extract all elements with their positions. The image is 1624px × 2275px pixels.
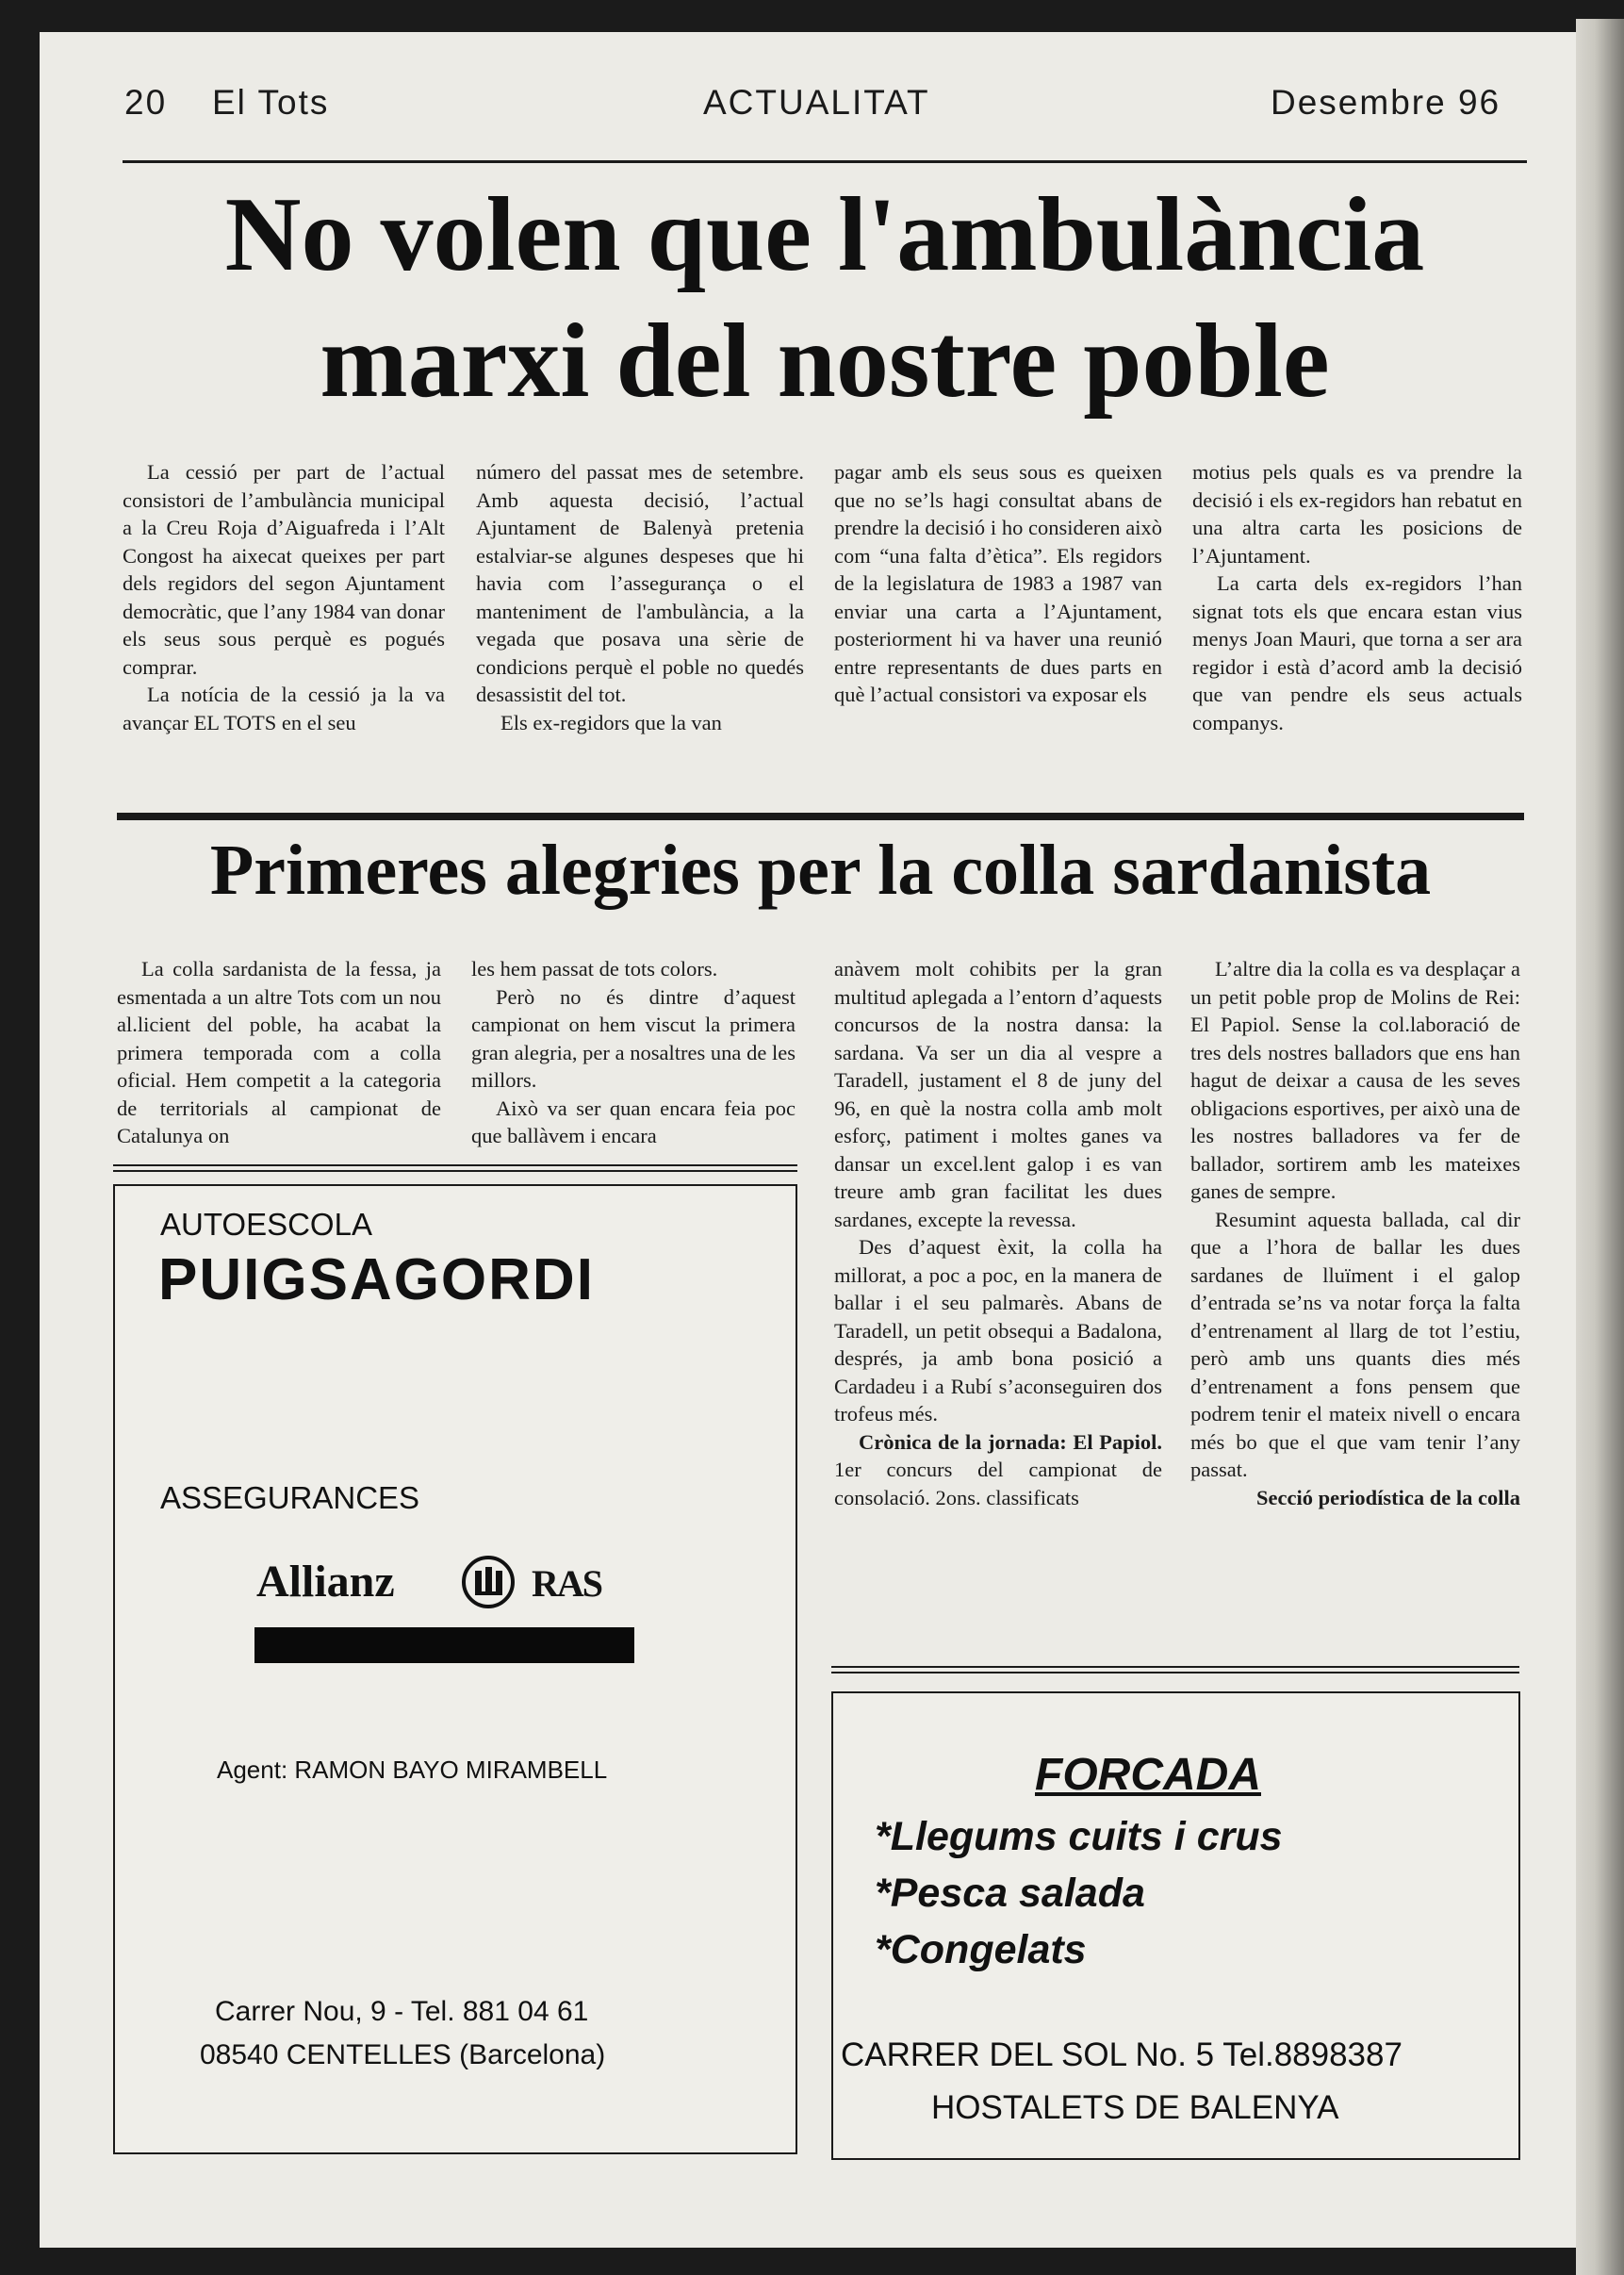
- article1-col4-paragraph: motius pels quals es va prendre la decisió i els ex-regidors han rebatut en una altra carta les posicions de l’Ajuntament.: [1192, 460, 1522, 568]
- article1-column-2: [476, 458, 804, 736]
- article2-col2-paragraph: Això va ser quan encara feia poc que ballàvem i encara: [471, 1096, 796, 1147]
- article1-col2-paragraph: número del passat mes de setembre. Amb aquesta decisió, l’actual Ajuntament de Balenyà pretenia estalviar-se algunes despeses que hi havia com l’assegurança o el manteniment de l'ambulància, a la vegada que posava una sèrie de condicions perquè el poble no quedés desassistit del tot.: [476, 460, 804, 706]
- forcada-item: *Pesca salada: [875, 1871, 1145, 1916]
- article2-col1-paragraph: La colla sardanista de la fessa, ja esmentada a un altre Tots com un nou al.licient del poble, ha acabat la primera temporada com a colla oficial. Hem competit a la categoria de territorials al campionat de Catalunya on: [117, 957, 441, 1147]
- autoescola-label: AUTOESCOLA: [160, 1207, 372, 1242]
- ad-top-rule: [831, 1672, 1519, 1673]
- article1-col4-paragraph: La carta dels ex-regidors l’han signat tots els que encara estan vius menys Joan Mauri, que torna a ser ara regidor i està d’acord amb la decisió que van pendre els seus actuals companys.: [1192, 571, 1522, 734]
- article2-col3-paragraph: anàvem molt cohibits per la gran multitud aplegada a l’entorn d’aquests concursos de la nostra dansa: la sardana. Va ser un dia al vespre a Taradell, justament el 8 de juny del 96, en què la nostra colla amb molt esforç, patiment i moltes ganes va dansar un excel.lent galop i es van treure amb gran facilitat les dues sardanes, excepte la revessa.: [834, 957, 1162, 1231]
- article1-col1-paragraph: La cessió per part de l’actual consistori de l’ambulància municipal a la Creu Roja d’Aiguafreda i l’Alt Congost ha aixecat queixes per part dels regidors del segon Ajuntament democràtic, que l’any 1984 van donar els seus sous perquè es pogués comprar.: [123, 460, 445, 679]
- article1-column-4: [1192, 458, 1522, 736]
- header-rule: [123, 160, 1527, 163]
- article1-headline-line2: marxi del nostre poble: [320, 303, 1330, 420]
- article2-col3-paragraph: Des d’aquest èxit, la colla ha millorat, a poc a poc, en la manera de ballar i el seu palmarès. Abans de Taradell, un petit obsequi a Badalona, després, ja amb bona posició a Cardadeu i a Rubí s’aconseguiren dos trofeus més.: [834, 1235, 1162, 1426]
- article1-headline-line1: No volen que l'ambulància: [224, 176, 1425, 293]
- article1-col2-paragraph: Els ex-regidors que la van: [500, 710, 722, 734]
- article2-signature: Secció periodística de la colla: [1256, 1485, 1520, 1509]
- article2-column-1: [117, 955, 441, 1150]
- allianz-brand: Allianz: [256, 1557, 395, 1607]
- article1-column-1: [123, 458, 445, 736]
- article2-col4-paragraph: L’altre dia la colla es va desplaçar a un petit poble prop de Molins de Rei: El Papiol. Sense la col.laboració de tres dels nostres balladors que ens han hagut de deixar a causa de les seves obligacions esportives, per això una de les nostres balladores va fer de ballador, sortirem amb les mateixes ganes de sempre.: [1190, 957, 1520, 1203]
- article2-col2-paragraph: les hem passat de tots colors.: [471, 957, 718, 981]
- allianz-logo-icon: [460, 1554, 517, 1610]
- article-divider: [117, 813, 1524, 820]
- article1-column-3: [834, 458, 1162, 709]
- ras-logo: RAS: [532, 1562, 602, 1605]
- page-number: 20: [124, 83, 168, 122]
- agent-name: Agent: RAMON BAYO MIRAMBELL: [217, 1756, 608, 1784]
- article1-col1-paragraph: La notícia de la cessió ja la va avançar EL TOTS en el seu: [123, 683, 445, 734]
- article2-chronicle-text: 1er concurs del campionat de consolació. 2ons. classificats: [834, 1458, 1162, 1509]
- autoescola-address: Carrer Nou, 9 - Tel. 881 04 61: [215, 1996, 589, 2027]
- article2-col2-paragraph: Però no és dintre d’aquest campionat on hem viscut la primera gran alegria, per a nosaltres una de les millors.: [471, 984, 796, 1092]
- article2-chronicle-heading: Crònica de la jornada: El Papiol.: [859, 1429, 1162, 1454]
- page-header: [85, 83, 1527, 140]
- publication-name: El Tots: [212, 83, 330, 122]
- forcada-item: *Llegums cuits i crus: [875, 1814, 1283, 1859]
- forcada-address: CARRER DEL SOL No. 5 Tel.8898387: [841, 2036, 1403, 2073]
- forcada-title: FORCADA: [1035, 1750, 1261, 1800]
- article2-column-2: [471, 955, 796, 1150]
- article2-col4-paragraph: Resumint aquesta ballada, cal dir que a l’hora de ballar les dues sardanes de lluïment i el galop d’entrada se’ns va notar força la falta d’entrenament al llarg de tot l’estiu, però amb uns quants dies més d’entrenament a fons pensem que podrem tenir el mateix nivell o encara més bo que el que vam tenir l’any passat.: [1190, 1207, 1520, 1481]
- section-name: ACTUALITAT: [703, 83, 930, 122]
- article2-column-3: [834, 955, 1162, 1511]
- issue-date: Desembre 96: [1271, 83, 1501, 122]
- ad-top-rule: [831, 1666, 1519, 1668]
- article2-headline: Primeres alegries per la colla sardanista: [209, 831, 1432, 910]
- article2-column-4: [1190, 955, 1520, 1511]
- autoescola-city: 08540 CENTELLES (Barcelona): [200, 2039, 606, 2070]
- autoescola-name: PUIGSAGORDI: [158, 1247, 595, 1312]
- forcada-city: HOSTALETS DE BALENYA: [931, 2089, 1339, 2126]
- ad-top-rule: [113, 1170, 797, 1172]
- page-edge: [1576, 19, 1624, 2275]
- insurance-label: ASSEGURANCES: [160, 1480, 420, 1515]
- forcada-item: *Congelats: [875, 1927, 1087, 1972]
- article1-col3-paragraph: pagar amb els seus sous es queixen que no se’ls hagi consultat abans de prendre la decisió i ho consideren això com “una falta d’ètica”. Els regidors de la legislatura de 1983 a 1987 van enviar una carta a l’Ajuntament, posteriorment hi va haver una reunió entre representants de dues parts en què l’actual consistori va exposar els: [834, 460, 1162, 706]
- ad-top-rule: [113, 1164, 797, 1166]
- redacted-bar: [254, 1627, 634, 1663]
